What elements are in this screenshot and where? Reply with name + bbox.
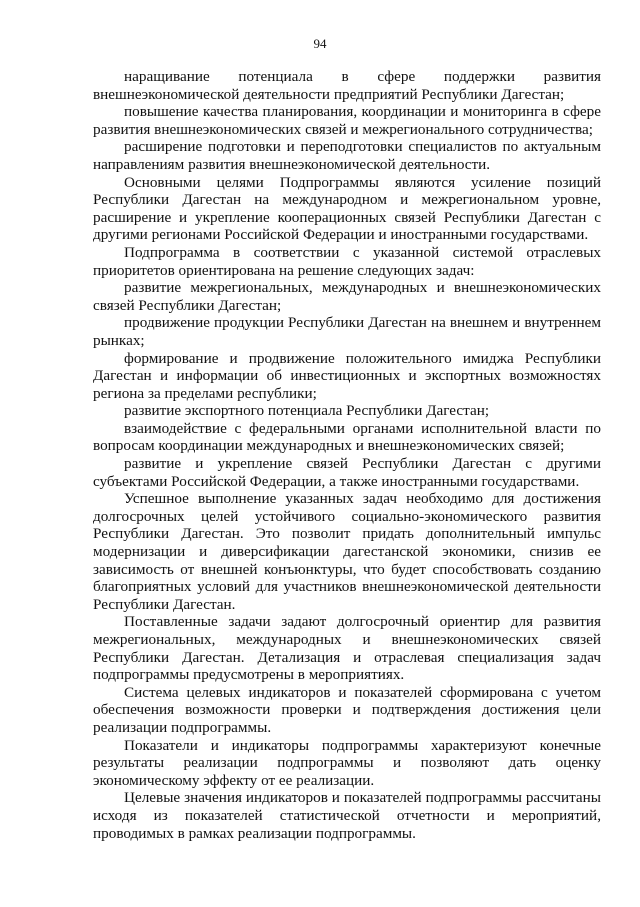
paragraph: взаимодействие с федеральными органами исполнительной власти по вопросам координации международных и внешнеэкономических связей; (93, 419, 601, 455)
paragraph: Подпрограмма в соответствии с указанной системой отраслевых приоритетов ориентирована на решение следующих задач: (93, 243, 601, 279)
paragraph: наращивание потенциала в сфере поддержки развития внешнеэкономической деятельности предприятий Республики Дагестан; (93, 68, 601, 103)
paragraph: Успешное выполнение указанных задач необходимо для достижения долгосрочных целей устойчивого социально-экономического развития Республики Дагестан. Это позволит придать дополнительный импульс модернизации и диверсификации дагестанской экономики, снизив ее зависимость от внешней конъюнктуры, что будет способствовать созданию благоприятных условий для участников внешнеэкономической деятельности Республики Дагестан. (93, 490, 601, 613)
paragraph: развитие и укрепление связей Республики Дагестан с другими субъектами Российской Федерации, а также иностранными государствами. (93, 455, 601, 490)
paragraph: Целевые значения индикаторов и показателей подпрограммы рассчитаны исходя из показателей статистической отчетности и мероприятий, проводимых в рамках реализации подпрограммы. (93, 789, 601, 842)
paragraph: расширение подготовки и переподготовки специалистов по актуальным направлениям развития внешнеэкономической деятельности. (93, 138, 601, 173)
paragraph: продвижение продукции Республики Дагестан на внешнем и внутреннем рынках; (93, 314, 601, 349)
body-text (93, 68, 601, 842)
paragraph: Основными целями Подпрограммы являются усиление позиций Республики Дагестан на международном и межрегиональном уровне, расширение и укрепление кооперационных связей Республики Дагестан с другими регионами Российской Федерации и иностранными государствами. (93, 173, 601, 244)
paragraph: развитие межрегиональных, международных и внешнеэкономических связей Республики Дагестан; (93, 279, 601, 314)
page-number: 94 (313, 36, 327, 51)
paragraph: Показатели и индикаторы подпрограммы характеризуют конечные результаты реализации подпрограммы и позволяют дать оценку экономическому эффекту от ее реализации. (93, 736, 601, 789)
paragraph: повышение качества планирования, координации и мониторинга в сфере развития внешнеэкономических связей и межрегионального сотрудничества; (93, 103, 601, 138)
paragraph: Система целевых индикаторов и показателей сформирована с учетом обеспечения возможности проверки и подтверждения достижения цели реализации подпрограммы. (93, 683, 601, 736)
paragraph: развитие экспортного потенциала Республики Дагестан; (124, 402, 490, 420)
paragraph: формирование и продвижение положительного имиджа Республики Дагестан и информации об инвестиционных и экспортных возможностях региона за пределами республики; (93, 349, 601, 402)
paragraph: Поставленные задачи задают долгосрочный ориентир для развития межрегиональных, международных и внешнеэкономических связей Республики Дагестан. Детализация и отраслевая специализация задач подпрограммы предусмотрены в мероприятиях. (93, 613, 601, 684)
